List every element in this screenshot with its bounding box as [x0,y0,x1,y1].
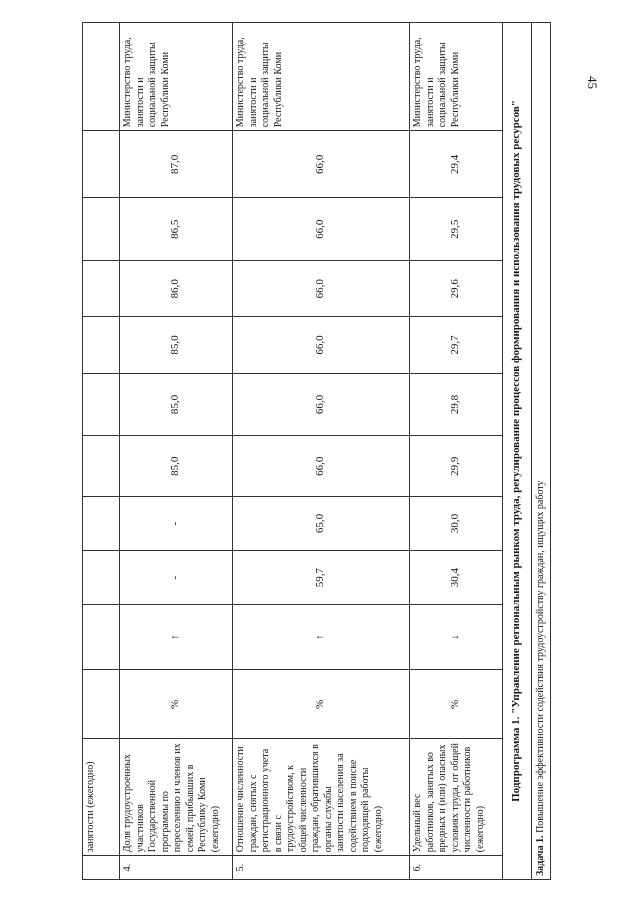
row-number [83,856,120,880]
indicator-name: Удельный вес работников, занятых во вредных и (или) опасных условиях труда, от общей численности работников (ежегодно) [410,739,503,856]
value-cell: 85,0 [120,436,233,497]
responsible-cell: Министерство труда, занятости и социальной защиты Республики Коми [233,23,410,131]
unit-cell: % [233,670,410,739]
unit-cell: % [120,670,233,739]
value-cell [83,551,120,605]
task-cell [532,23,551,880]
value-cell: 29,4 [410,131,503,198]
responsible-cell: Министерство труда, занятости и социальной защиты Республики Коми [410,23,503,131]
indicator-name: Отношение численности граждан, снятых с регистрационного учета в связи с трудоустройством, к общей численности граждан, обратившихся в органы службы занятости населения за содействием в поиске подходящей работы (ежегодно) [233,739,410,856]
indicator-name: Доля трудоустроенных участников Государственной программы по переселению и членов их семей, прибывших в Республику Коми (ежегодно) [120,739,233,856]
value-cell: 66,0 [233,198,410,261]
value-cell [83,131,120,198]
table-row [233,23,410,880]
value-cell [83,261,120,317]
page-number: 45 [585,76,600,89]
table-row [83,23,120,880]
row-number: 4. [120,856,233,880]
table-row [410,23,503,880]
indicator-name: занятости (ежегодно) [83,739,120,856]
trend-arrow: ↑ [233,605,410,670]
task-text: Повышение эффективности содействия трудоустройству граждан, ищущих работу [534,480,546,833]
value-cell: - [120,551,233,605]
value-cell: 87,0 [120,131,233,198]
trend-cell [83,605,120,670]
subprogram-title: Подпрограмма 1. "Управление региональным рынком труда, регулирование процессов формирования и использования трудовых ресурсов" [503,23,532,880]
value-cell: 86,0 [120,261,233,317]
responsible-cell [83,23,120,131]
trend-arrow: ↓ [410,605,503,670]
value-cell: 29,6 [410,261,503,317]
value-cell: - [120,496,233,550]
task-row [532,23,551,880]
value-cell: 30,0 [410,496,503,550]
indicators-table-rotated [82,22,546,880]
unit-cell [83,670,120,739]
value-cell: 59,7 [233,551,410,605]
table-row [120,23,233,880]
value-cell [83,496,120,550]
value-cell: 65,0 [233,496,410,550]
row-number: 6. [410,856,503,880]
value-cell [83,317,120,373]
row-number: 5. [233,856,410,880]
value-cell: 66,0 [233,373,410,436]
subprogram-row [503,23,532,880]
value-cell [83,373,120,436]
value-cell: 66,0 [233,131,410,198]
value-cell: 85,0 [120,373,233,436]
value-cell: 86,5 [120,198,233,261]
value-cell: 66,0 [233,261,410,317]
value-cell: 29,9 [410,436,503,497]
task-label: Задача 1. [534,835,546,876]
indicators-table [82,22,551,880]
value-cell [83,198,120,261]
trend-arrow: ↑ [120,605,233,670]
value-cell: 29,7 [410,317,503,373]
value-cell: 85,0 [120,317,233,373]
unit-cell: % [410,670,503,739]
responsible-cell: Министерство труда, занятости и социальной защиты Республики Коми [120,23,233,131]
value-cell: 29,8 [410,373,503,436]
value-cell: 66,0 [233,317,410,373]
value-cell: 66,0 [233,436,410,497]
value-cell [83,436,120,497]
value-cell: 29,5 [410,198,503,261]
value-cell: 30,4 [410,551,503,605]
